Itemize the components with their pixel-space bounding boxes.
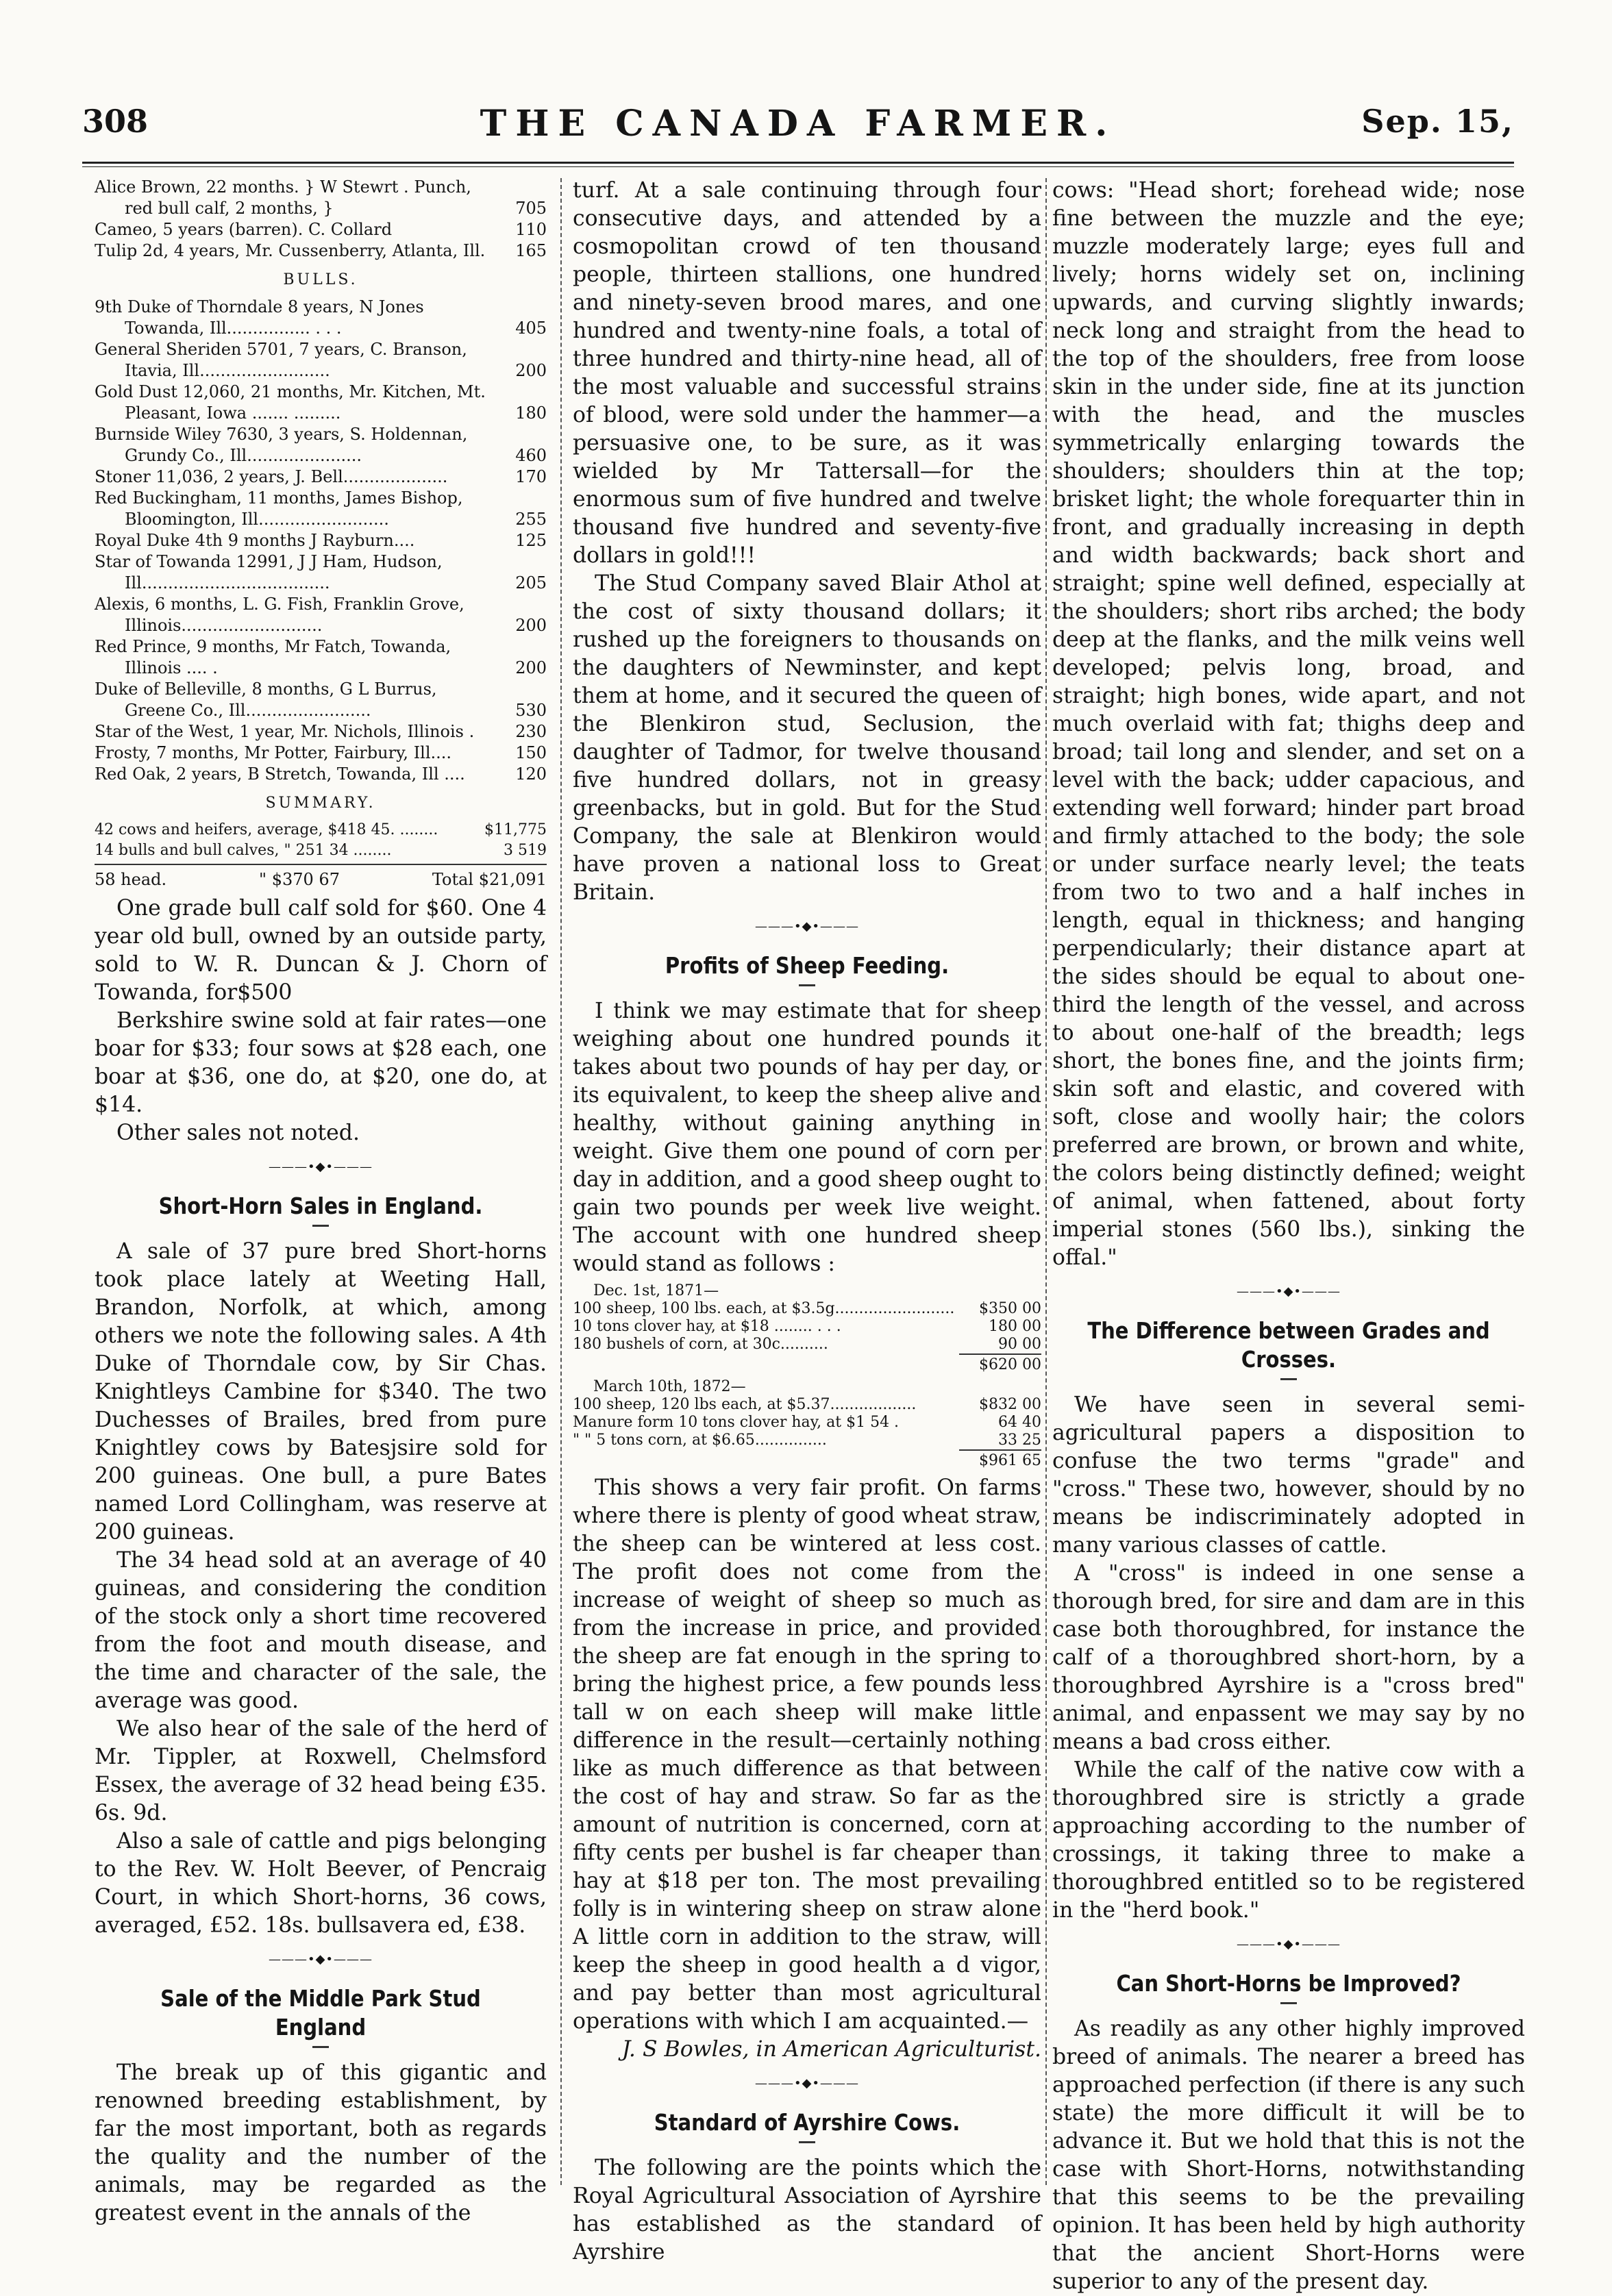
list-item: 9th Duke of Thorndale 8 years, N Jones Towanda, Ill................ . . . 405 [95,297,547,338]
list-item: Stoner 11,036, 2 years, J. Bell.................... 170 [95,467,547,486]
list-item: Alice Brown, 22 months. } W Stewrt . Punch, red bull calf, 2 months, } 705 [95,177,547,218]
paragraph: I think we may estimate that for sheep weighing about one hundred pounds it takes about two pounds of hay per day, or its equivalent, to keep the sheep alive and healthy, without gaining anything in weight. Give them one pound of corn per day in addition, and a good sheep ought to gain two pounds per week live weight. The account with one hundred sheep would stand as follows : [573,999,1041,1276]
list-item: Tulip 2d, 4 years, Mr. Cussenberry, Atlanta, Ill. 165 [95,241,547,260]
paragraph: The break up of this gigantic and renowned breeding establishment, by far the most important, both as regards the quality and the number of the animals, may be regarded as the greatest event in the annals of the [95,2060,547,2225]
section-ornament: ———•◆•——— [754,2076,860,2091]
list-item: Royal Duke 4th 9 months J Rayburn.... 125 [95,531,547,550]
paragraph: While the calf of the native cow with a thoroughbred sire is strictly a grade approaching according to the number of crossings, it taking three to make a thoroughbred entitled so to be registered in the "herd book." [1052,1758,1525,1923]
article-heading: The Difference between Grades and Crosses. [1087,1317,1490,1373]
paragraph: turf. At a sale continuing through four consecutive days, and attended by a cosmopolitan crowd of ten thousand people, thirteen stallions, one hundred and ninety-seven brood mares, and one hundred and twenty-nine foals, a total of three hundred and thirty-nine head, all of the most valuable and successful strains of blood, were sold under the hammer—a persuasive one, to be sure, as it was wielded by Mr Tattersall—for the enormous sum of five hundred and twelve thousand five hundred and seventy-five dollars in gold!!! [573,178,1041,568]
account-date: Dec. 1st, 1871— [593,1282,719,1299]
sale-total [95,869,547,890]
article-heading: Can Short-Horns be Improved? [1116,1970,1461,1997]
list-item: Duke of Belleville, 8 months, G L Burrus, Greene Co., Ill........................ 530 [95,679,547,720]
sale-list-cows [95,177,547,262]
table-row: 10 tons clover hay, at $18 ........ . . . 180 00 [573,1318,1041,1335]
paragraph: This shows a very fair profit. On farms where there is plenty of good wheat straw, the sheep can be wintered at less cost. The profit does not come from the increase of weight of sheep so much as from the increase in price, and provided the sheep are fat enough in the spring to bring the highest price, a few pounds less tall w on each sheep will make little difference in the result—certainly nothing like as much difference as that between the cost of hay and straw. So far as the amount of nutrition is concerned, corn at fifty cents per bushel is far cheaper than hay at $18 per ton. The most prevailing folly is in wintering sheep on straw alone A little corn in addition to the straw, will keep the sheep in good health a d vigor, and pay better than most agricultural operations with which I am acquainted.— [573,1475,1041,2034]
list-item: Red Buckingham, 11 months, James Bishop, Bloomington, Ill......................... 255 [95,488,547,529]
account-total: $961 65 [959,1449,1041,1470]
section-ornament: ———•◆•——— [754,919,860,934]
section-ornament: ———•◆•——— [1236,1937,1341,1951]
paragraph: The Stud Company saved Blair Athol at the cost of sixty thousand dollars; it rushed up the foreigners to thousands on the daughters of Newminster, and kept them at home, and it secured the queen of the Blenkiron stud, Seclusion, the daughter of Tadmor, for twelve thousand five hundred dollars, not in greasy greenbacks, but in gold. But for the Stud Company, the sale at Blenkiron would have proven a national loss to Great Britain. [573,571,1041,905]
article-heading: Profits of Sheep Feeding. [665,952,950,979]
paragraph: Other sales not noted. [116,1121,360,1145]
masthead-rule-thin [82,166,1514,167]
newspaper-title: THE CANADA FARMER. [480,103,1117,145]
paragraph: A "cross" is indeed in one sense a thorough bred, for sire and dam are in this case both thoroughbred, for instance the calf of a thoroughbred short-horn, by a thoroughbred Ayrshire is a "cross bred" animal, and enpassent we may say by no means a bad cross either. [1052,1561,1525,1754]
list-item: Red Prince, 9 months, Mr Fatch, Towanda, Illinois .... . 200 [95,637,547,677]
paragraph: Also a sale of cattle and pigs belonging to the Rev. W. Holt Beever, of Pencraig Court, in which Short-horns, 36 cows, averaged, £52. 18s. bullsavera ed, £38. [95,1829,547,1938]
account-total: $620 00 [959,1353,1041,1374]
section-ornament: ———•◆•——— [1236,1284,1341,1299]
table-row: " " 5 tons corn, at $6.65............... 33 25 [573,1432,1041,1449]
masthead-rule [82,162,1514,164]
paragraph: cows: "Head short; forehead wide; nose fine between the muzzle and the eye; muzzle moderately large; eyes full and lively; horns widely set on, inclining upwards, and curving slightly inwards; neck long and straight from the head to the top of the shoulders, free from loose skin in the under side, fine at its junction with the head, and the muscles symmetrically enlarging towards the shoulders; shoulders thin at the top; brisket light; the whole forequarter thin in front, and gradually increasing in depth and width backwards; back short and straight; spine well defined, especially at the shoulders; short ribs arched; the body deep at the flanks, and the milk veins well developed; pelvis long, broad, and straight; high bones, wide apart, and not much overlaid with fat; thighs deep and broad; tail long and slender, and set on a level with the back; udder capacious, and extending well forward; hinder part broad and firmly attached to the body; the sole or under surface nearly level; the teats from two to two and a half inches in length, equal in thickness; and hanging perpendicularly; their distance apart at the sides should be equal to about one-third the length of the vessel, and across to about one-half of the breadth; legs short, the bones fine, and the joints firm; skin soft and elastic, and covered with soft, close and woolly hair; the colors preferred are brown, or brown and white, the colors being distinctly defined; weight of animal, when fattened, about forty imperial stones (560 lbs.), sinking the offal." [1052,178,1525,1270]
summary-list [95,820,547,861]
bulls-heading: BULLS. [283,271,358,288]
list-item: Red Oak, 2 years, B Stretch, Towanda, Ill .... 120 [95,764,547,784]
list-item: Star of the West, 1 year, Mr. Nichols, Illinois . 230 [95,722,547,741]
list-item: General Sheriden 5701, 7 years, C. Branson, Itavia, Ill......................... 200 [95,340,547,380]
column-divider [1045,178,1047,2185]
article-heading: Standard of Ayrshire Cows. [654,2109,960,2136]
total-average: " $370 67 [259,870,340,889]
list-item: Cameo, 5 years (barren). C. Collard 110 [95,220,547,239]
list-item: 42 cows and heifers, average, $418 45. ........ $11,775 [95,821,547,838]
column-2 [573,177,1041,2267]
heading-dash [312,2046,329,2048]
paragraph: Berkshire swine sold at fair rates—one boar for $33; four sows at $28 each, one boar at $36, one do, at $20, one do, at $14. [95,1008,547,1117]
section-ornament: ———•◆•——— [268,1160,373,1174]
article-byline: J. S Bowles, in American Agriculturist. [621,2037,1041,2062]
table-row: 100 sheep, 100 lbs. each, at $3.5g......................... $350 00 [573,1300,1041,1317]
heading-dash [312,1225,329,1227]
account-table-1871 [573,1282,1041,1470]
article-heading: Short-Horn Sales in England. [158,1193,483,1219]
list-item: Burnside Wiley 7630, 3 years, S. Holdennan, Grundy Co., Ill...................... 460 [95,425,547,465]
paragraph: A sale of 37 pure bred Short-horns took place lately at Weeting Hall, Brandon, Norfolk, at which, among others we note the following sales. A 4th Duke of Thorndale cow, by Sir Chas. Knightleys Cambine for $340. The two Duchesses of Brailes, bred from pure Knightley cows by Batesjsire sold for 200 guineas. One bull, a pure Bates named Lord Collingham, was reserve at 200 guineas. [95,1239,547,1545]
heading-dash [1280,2002,1297,2004]
list-item: Frosty, 7 months, Mr Potter, Fairbury, Ill.... 150 [95,743,547,762]
table-row: Manure form 10 tons clover hay, at $1 54 . 64 40 [573,1414,1041,1431]
paragraph: We also hear of the sale of the herd of Mr. Tippler, at Roxwell, Chelmsford Essex, the average of 32 head being £35. 6s. 9d. [95,1717,547,1825]
list-item: 14 bulls and bull calves, " 251 34 ........ 3 519 [95,842,547,859]
list-item: Gold Dust 12,060, 21 months, Mr. Kitchen, Mt. Pleasant, Iowa ....... ......... 180 [95,382,547,423]
paragraph: As readily as any other highly improved breed of animals. The nearer a breed has approached perfection (if there is any such state) the more difficult it will be to advance it. But we hold that this is not the case with Short-Horns, notwithstanding that this seems to be the prevailing opinion. It has been held by high authority that the ancient Short-Horns were superior to any of the present day. [1052,2017,1525,2294]
total-head-count: 58 head. [95,870,167,889]
column-1 [95,177,547,2228]
heading-dash [799,2141,815,2143]
page-number: 308 [82,103,149,140]
summary-rule [95,864,547,865]
table-row: 180 bushels of corn, at 30c.......... 90 00 [573,1336,1041,1353]
paragraph: The following are the points which the Royal Agricultural Association of Ayrshire has established as the standard of Ayrshire [573,2156,1041,2264]
list-item: Star of Towanda 12991, J J Ham, Hudson, Ill.................................... 205 [95,552,547,592]
sale-list-bulls [95,297,547,785]
section-ornament: ———•◆•——— [268,1952,373,1967]
summary-heading: SUMMARY. [265,795,376,812]
issue-date: Sep. 15, [1361,103,1514,140]
heading-dash [799,984,815,986]
paragraph: One grade bull calf sold for $60. One 4 year old bull, owned by an outside party, sold to W. R. Duncan & J. Chorn of Towanda, for$500 [95,896,547,1005]
paragraph: The 34 head sold at an average of 40 guineas, and considering the condition of the stock only a short time recovered from the foot and mouth disease, and the time and character of the sale, the average was good. [95,1548,547,1713]
total-amount: Total $21,091 [432,870,547,889]
table-row: 100 sheep, 120 lbs each, at $5.37.................. $832 00 [573,1396,1041,1413]
heading-dash [1280,1378,1297,1380]
column-divider [560,178,562,2185]
column-3 [1052,177,1525,2296]
paragraph: We have seen in several semi-agricultural papers a disposition to confuse the two terms "grade" and "cross." These two, however, should by no means be indiscriminately adopted in many various classes of cattle. [1052,1393,1525,1558]
masthead [82,103,1514,154]
account-date: March 10th, 1872— [593,1378,746,1395]
article-heading: Sale of the Middle Park Stud England [160,1985,481,2041]
list-item: Alexis, 6 months, L. G. Fish, Franklin Grove, Illinois........................... 200 [95,595,547,635]
